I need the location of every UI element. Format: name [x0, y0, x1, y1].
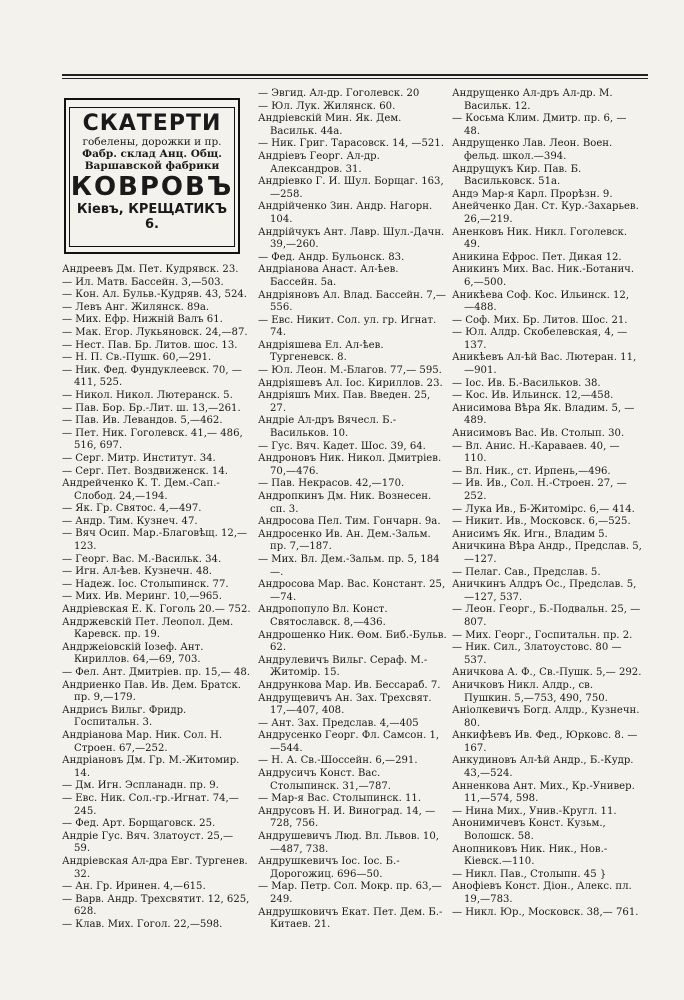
- directory-entry: Андріевская Ал-дра Евг. Тургенев. 32.: [62, 855, 248, 880]
- directory-entry: Андріевъ Георг. Ал-др. Александров. 31.: [258, 150, 380, 175]
- directory-entry: — Пет. Ник. Гоголевск. 41,— 486, 516, 697.: [62, 427, 243, 452]
- directory-entry: — Мар-я Вас. Столыпинск. 11.: [258, 793, 422, 805]
- directory-entry: Аникинъ Мих. Вас. Ник.-Ботанич. 6,—500.: [452, 264, 635, 288]
- directory-entry: — Мак. Егор. Лукьяновск. 24,—87.: [62, 326, 248, 338]
- directory-entry: Андрушевичъ Люд. Вл. Львов. 10, —487, 738.: [258, 831, 439, 855]
- directory-entry: — Никол. Никол. Лютеранск. 5.: [62, 389, 233, 401]
- directory-entry: — Ник. Григ. Тарасовск. 14, —521.: [258, 138, 444, 150]
- top-rule: [62, 74, 648, 76]
- directory-entry: Анейченко Дан. Ст. Кур.-Захарьев. 26,—219.: [452, 201, 639, 225]
- directory-entry: Андрушкевичъ Іос. Іос. Б.-Дорогожиц. 696—50.: [258, 856, 400, 880]
- directory-entry: — Дм. Игн. Эспланадн. пр. 9.: [62, 780, 219, 792]
- directory-entry: Андріяновъ Ал. Влад. Бассейн. 7,—556.: [258, 289, 447, 314]
- directory-entry: — Никл. Юр., Московск. 38,— 761.: [452, 906, 639, 918]
- directory-entry: Анкифѣевъ Ив. Фед., Юрковс. 8. —167.: [452, 730, 638, 754]
- top-rule-thin: [62, 78, 648, 79]
- directory-entry: Андрущенко Лав. Леон. Воен. фельд. школ.—394.: [452, 138, 613, 162]
- directory-entry: — Вяч Осип. Мар.-Благовѣщ. 12,—123.: [62, 528, 248, 553]
- directory-entry: Андріевскій Мин. Як. Дем. Васильк. 44а.: [258, 113, 402, 137]
- directory-entry: — Фед. Андр. Бульонск. 83.: [258, 251, 405, 263]
- directory-entry: Андрійченко Зин. Андр. Нагорн. 104.: [258, 201, 433, 225]
- directory-entry: Аникѣева Соф. Кос. Ильинск. 12, —488.: [452, 289, 630, 314]
- directory-entry: — Мар. Петр. Сол. Мокр. пр. 63,—249.: [258, 881, 442, 905]
- directory-entry: Андріяшевъ Ал. Іос. Кириллов. 23.: [258, 377, 443, 389]
- directory-entry: — Пелаг. Сав., Предслав. 5.: [452, 566, 601, 578]
- directory-entry: — Н. П. Св.-Пушк. 60,—291.: [62, 352, 212, 364]
- entry-list-2: [258, 88, 448, 932]
- column-2: [258, 88, 448, 932]
- ad-line-3: Варшавской фабрики: [84, 160, 220, 172]
- directory-entry: — Левъ Анг. Жилянск. 89а.: [62, 301, 210, 313]
- directory-entry: Анисимовъ Вас. Ив. Столып. 30.: [452, 428, 625, 440]
- directory-entry: Андріяшъ Мих. Пав. Введен. 25, 27.: [258, 390, 431, 414]
- column-1: [62, 88, 252, 931]
- entry-list-3: [452, 88, 642, 919]
- ad-line-1: гобелены, дорожки и пр.: [82, 136, 222, 148]
- directory-entry: — Мих. Ефр. Нижній Валъ 61.: [62, 314, 223, 326]
- directory-entry: Андроновъ Ник. Никол. Дмитріев. 70,—476.: [258, 453, 442, 477]
- directory-entry: — Нина Мих., Унив.-Кругл. 11.: [452, 805, 617, 817]
- directory-entry: Андріевская Е. К. Гоголь 20.— 752.: [62, 604, 251, 616]
- directory-entry: Аникина Ефрос. Пет. Дикая 12.: [452, 251, 622, 263]
- directory-entry: Аничковъ Никл. Алдр., св. Пушкин. 5,—753, 490, 750.: [452, 679, 608, 704]
- directory-entry: Аненковъ Ник. Никл. Гоголевск. 49.: [452, 226, 628, 251]
- directory-entry: — Вл. Ник., ст. Ирпень,—496.: [452, 465, 611, 477]
- directory-entry: — Косьма Клим. Дмитр. пр. 6, —48.: [452, 113, 627, 137]
- directory-entry: Андрусичъ Конст. Вас. Столыпинск. 31,—787.: [258, 768, 392, 792]
- directory-entry: — Никит. Ив., Московск. 6,—525.: [452, 516, 631, 528]
- directory-entry: Анкудиновъ Ал-ѣй Андр., Б.-Кудр. 43,—524.: [452, 755, 634, 780]
- directory-entry: — Пав. Некрасов. 42,—170.: [258, 478, 405, 490]
- directory-entry: Андржеіовскій Іозеф. Ант. Кириллов. 64,—69, 703.: [62, 641, 204, 666]
- directory-entry: Андропкинъ Дм. Ник. Вознесен. сп. 3.: [258, 491, 432, 515]
- directory-entry: — Евс. Ник. Сол.-гр.-Игнат. 74,—245.: [62, 792, 239, 817]
- directory-entry: — Ил. Матв. Бассейн. 3,—503.: [62, 276, 224, 288]
- directory-entry: Анопниковъ Ник. Ник., Нов.-Кіевск.—110.: [452, 843, 608, 868]
- ad-address: Кіевъ, КРЕЩАТИКЪ 6.: [76, 202, 228, 232]
- directory-entry: — Варв. Андр. Трехсвятит. 12, 625, 628.: [62, 893, 250, 918]
- directory-entry: Андрошенко Ник. Ѳом. Биб.-Бульв. 62.: [258, 629, 447, 654]
- directory-entry: — Вл. Анис. Н.-Караваев. 40, —110.: [452, 440, 620, 465]
- directory-entry: — Эвгид. Ал-др. Гоголевск. 20: [258, 88, 420, 99]
- directory-entry: Андріевко Г. И. Шул. Борщаг. 163,—258.: [258, 176, 444, 200]
- directory-entry: Андрущенко Ал-дръ Ал-др. М. Васильк. 12.: [452, 88, 613, 112]
- directory-entry: Андріяшева Ел. Ал-ѣев. Тургеневск. 8.: [258, 339, 384, 364]
- directory-entry: — Ан. Гр. Иринен. 4,—615.: [62, 881, 206, 893]
- directory-entry: — Юл. Алдр. Скобелевская, 4, —137.: [452, 327, 628, 351]
- directory-entry: — Ник. Фед. Фундуклеевск. 70, —411, 525.: [62, 364, 242, 389]
- directory-entry: Анофіевъ Конст. Діон., Алекс. пл. 19,—783.: [452, 881, 632, 905]
- directory-entry: — Пав. Ив. Левандов. 5,—462.: [62, 415, 223, 427]
- directory-entry: Андросова Пел. Тим. Гончарн. 9а.: [258, 516, 441, 528]
- directory-entry: — Нест. Пав. Бр. Литов. шос. 13.: [62, 339, 238, 351]
- directory-entry: — Н. А. Св.-Шоссейн. 6,—291.: [258, 755, 418, 767]
- directory-entry: Аникѣевъ Ал-ѣй Вас. Лютеран. 11,—901.: [452, 352, 637, 377]
- directory-entry: — Клав. Мих. Гогол. 22,—598.: [62, 918, 223, 930]
- directory-entry: Андріе Ал-дръ Вячесл. Б.-Васильков. 10.: [258, 415, 397, 440]
- directory-entry: — Мих. Вл. Дем.-Зальм. пр. 5, 184—.: [258, 553, 440, 578]
- directory-entry: — Юл. Леон. М.-Благов. 77,— 595.: [258, 365, 442, 377]
- ad-title: СКАТЕРТИ: [82, 111, 222, 136]
- directory-entry: Андржевскій Пет. Леопол. Дем. Каревск. пр. 19.: [62, 616, 234, 641]
- directory-entry: — Іос. Ив. Б.-Васильков. 38.: [452, 377, 601, 389]
- directory-entry: Аничкинъ Алдръ Ос., Предслав. 5,—127, 537.: [452, 579, 637, 603]
- directory-entry: Андрусенко Георг. Фл. Самсон. 1,—544.: [258, 730, 440, 754]
- directory-entry: Андриенко Пав. Ив. Дем. Братск. пр. 9,—179.: [62, 679, 241, 704]
- directory-entry: Анисимова Вѣра Як. Владим. 5, —489.: [452, 402, 635, 427]
- directory-entry: Аничкина Вѣра Андр., Предслав. 5,—127.: [452, 541, 642, 565]
- directory-entry: — Мих. Георг., Госпитальн. пр. 2.: [452, 629, 633, 641]
- directory-entry: — Фед. Арт. Борщаговск. 25.: [62, 818, 216, 830]
- directory-entry: — Кос. Ив. Ильинск. 12,—458.: [452, 390, 614, 402]
- directory-entry: — Андр. Тим. Кузнеч. 47.: [62, 515, 198, 527]
- directory-entry: Андрушковичъ Екат. Пет. Дем. Б.-Китаев. 21.: [258, 906, 443, 931]
- directory-entry: Андріе Гус. Вяч. Златоуст. 25,— 59.: [62, 830, 234, 855]
- directory-entry: — Серг. Пет. Воздвиженск. 14.: [62, 465, 228, 477]
- directory-entry: Андрущевичъ Ан. Зах. Трехсвят. 17,—407, 408.: [258, 692, 432, 717]
- directory-entry: — Юл. Лук. Жилянск. 60.: [258, 100, 396, 112]
- directory-entry: Анонимичевъ Конст. Кузьм., Волошск. 58.: [452, 818, 606, 843]
- directory-entry: Андрусовъ Н. И. Виноград. 14, —728, 756.: [258, 805, 436, 830]
- directory-entry: Андріанова Мар. Ник. Сол. Н. Строен. 67,—252.: [62, 729, 223, 754]
- directory-entry: — Игн. Ал-ѣев. Кузнечн. 48.: [62, 566, 212, 578]
- directory-entry: — Евс. Никит. Сол. ул. гр. Игнат. 74.: [258, 314, 437, 339]
- directory-entry: Андрисъ Вильг. Фридр. Госпитальн. 3.: [62, 704, 187, 729]
- directory-entry: — Соф. Мих. Бр. Литов. Шос. 21.: [452, 314, 628, 326]
- directory-entry: — Мих. Ив. Меринг. 10,—965.: [62, 591, 222, 603]
- directory-entry: — Ив. Ив., Сол. Н.-Строен. 27, —252.: [452, 478, 627, 502]
- directory-entry: — Никл. Пав., Столыпн. 45 }: [452, 868, 607, 880]
- directory-entry: Андрункова Мар. Ив. Бессараб. 7.: [258, 679, 441, 691]
- directory-entry: — Гус. Вяч. Кадет. Шос. 39, 64.: [258, 440, 426, 452]
- entry-list-1: [62, 264, 252, 931]
- directory-entry: — Серг. Митр. Институт. 34.: [62, 452, 216, 464]
- directory-entry: Анисимъ Як. Игн., Владим 5.: [452, 528, 608, 540]
- directory-entry: Андрущукъ Кир. Пав. Б. Васильковск. 51а.: [452, 163, 582, 188]
- directory-entry: Анненкова Ант. Мих., Кр.-Универ. 11,—574, 598.: [452, 780, 635, 805]
- directory-entry: — Фел. Ант. Дмитріев. пр. 15,— 48.: [62, 667, 251, 678]
- directory-entry: Андэ Мар-я Карл. Прорѣзн. 9.: [452, 188, 613, 200]
- directory-entry: — Ант. Зах. Предслав. 4,—405: [258, 717, 419, 729]
- directory-entry: Андріановъ Дм. Гр. М.-Житомир. 14.: [62, 755, 240, 779]
- advertisement: [64, 98, 240, 254]
- directory-entry: Андрейченко К. Т. Дем.-Сап.-Слобод. 24,—194.: [62, 478, 220, 502]
- ad-line-2: Фабр. склад Анц. Общ.: [82, 148, 222, 160]
- directory-entry: — Як. Гр. Святос. 4,—497.: [62, 503, 202, 515]
- directory-entry: Андреевъ Дм. Пет. Кудрявск. 23.: [62, 264, 239, 275]
- ad-big-word: КОВРОВЪ: [70, 172, 234, 202]
- directory-entry: — Кон. Ал. Бульв.-Кудряв. 43, 524.: [62, 289, 248, 301]
- directory-entry: — Надеж. Іос. Столыпинск. 77.: [62, 578, 229, 590]
- directory-entry: — Пав. Бор. Бр.-Лит. ш. 13,—261.: [62, 402, 241, 414]
- directory-entry: Аніолкевичъ Богд. Алдр., Кузнечн. 80.: [452, 705, 640, 729]
- column-3: [452, 88, 642, 919]
- directory-entry: Андріанова Анаст. Ал-ѣев. Бассейн. 5а.: [258, 264, 399, 288]
- directory-entry: Андропопуло Вл. Конст. Святославск. 8,—436.: [258, 604, 388, 628]
- directory-entry: Аничкова А. Ф., Св.-Пушк. 5,— 292.: [452, 667, 642, 679]
- directory-entry: Андрулевичъ Вильг. Сераф. М.-Житомір. 15.: [258, 654, 428, 679]
- directory-entry: Андрійчукъ Ант. Лавр. Шул.-Дачн. 39,—260.: [258, 226, 445, 251]
- directory-entry: — Леон. Георг., Б.-Подвальн. 25, —807.: [452, 604, 641, 628]
- directory-entry: — Лука Ив., Б-Житомірс. 6,— 414.: [452, 503, 635, 515]
- directory-entry: — Георг. Вас. М.-Васильк. 34.: [62, 553, 222, 565]
- directory-entry: Андросенко Ив. Ан. Дем.-Зальм. пр. 7,—187.: [258, 528, 431, 553]
- directory-entry: Андросова Мар. Вас. Констант. 25,—74.: [258, 579, 446, 603]
- directory-entry: — Ник. Сил., Златоустовс. 80 —537.: [452, 642, 622, 666]
